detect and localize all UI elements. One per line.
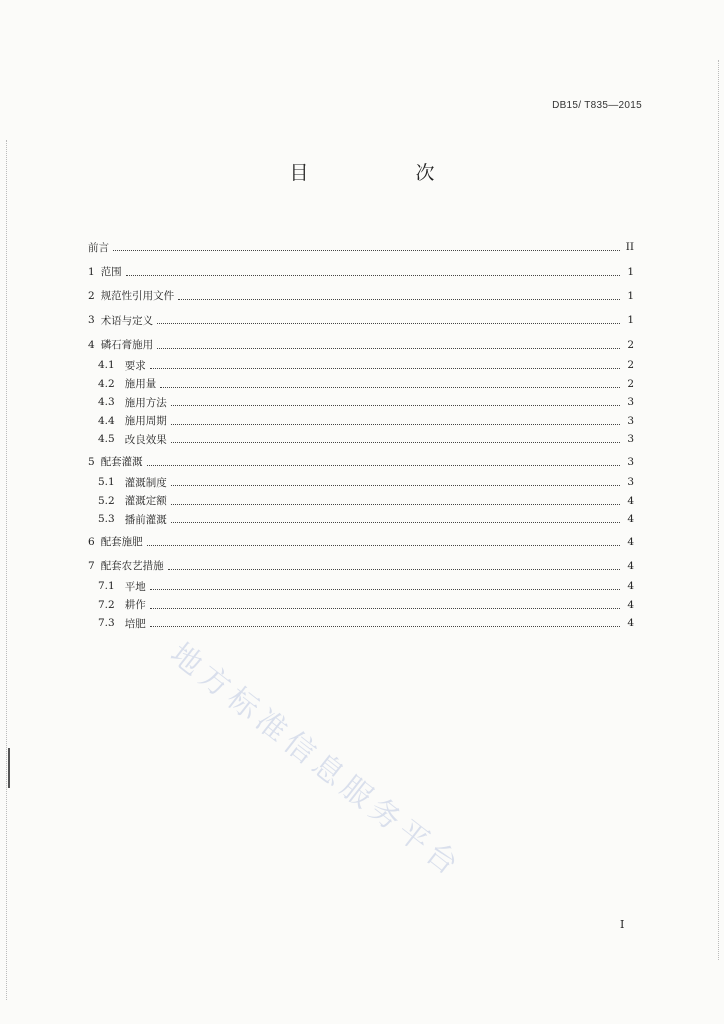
toc-entry-number: 5.2 [98,494,115,507]
toc-entry-number: 5 [88,455,95,468]
toc-leader-dots [147,544,620,546]
toc-entry-number: 7.1 [98,580,115,593]
toc-entry-number: 2 [88,289,95,302]
toc-entry-label: 配套灌溉 [100,456,143,469]
toc-entry-number: 4 [88,338,95,351]
toc-entry-label: 术语与定义 [100,314,154,327]
toc-leader-dots [150,588,620,590]
toc-leader-dots [171,521,620,523]
toc-entry[interactable] [88,374,634,393]
toc-leader-dots [168,568,620,570]
toc-entry-number: 1 [88,265,95,278]
toc-entry-page: 4 [627,580,634,593]
toc-leader-dots [150,607,620,609]
toc-entry-page: 4 [627,513,634,526]
toc-entry-page: 2 [627,338,634,351]
toc-entry-number: 5.1 [98,476,115,489]
toc-entry-number: 4.3 [98,396,115,409]
toc-entry-page: 3 [627,414,634,427]
scan-mark [8,748,10,788]
toc-entry-number: 6 [88,535,95,548]
toc-entry[interactable] [88,473,634,492]
toc-entry-page: 4 [627,494,634,507]
toc-entry[interactable] [88,555,634,577]
toc-entry-label: 磷石膏施用 [100,339,154,352]
toc-leader-dots [126,274,620,276]
toc-leader-dots [171,503,620,505]
toc-entry[interactable] [88,356,634,375]
toc-entry[interactable] [88,596,634,615]
table-of-contents [88,236,634,633]
toc-leader-dots [147,464,620,466]
toc-entry-number: 3 [88,314,95,327]
toc-leader-dots [150,367,620,369]
toc-leader-dots [171,423,620,425]
page-number: I [620,918,625,931]
toc-entry-page: 3 [627,476,634,489]
toc-entry[interactable] [88,411,634,430]
toc-entry-page: 2 [627,359,634,372]
toc-entry[interactable] [88,309,634,331]
toc-entry-label: 培肥 [124,617,146,630]
toc-entry[interactable] [88,260,634,282]
standard-code: DB15/ T835—2015 [552,100,642,111]
toc-entry-number: 7.3 [98,617,115,630]
toc-leader-dots [157,347,620,349]
toc-leader-dots [178,298,620,300]
toc-entry-label: 前言 [88,241,109,254]
toc-entry-label: 配套农艺措施 [100,560,164,573]
toc-entry-label: 改良效果 [124,433,167,446]
toc-leader-dots [171,484,620,486]
toc-title: 目 次 [289,162,479,184]
toc-entry[interactable] [88,614,634,633]
toc-entry-page: 4 [627,559,634,572]
toc-entry[interactable] [88,393,634,412]
scan-edge-left [6,140,8,1000]
toc-entry-label: 灌溉定额 [124,495,167,508]
toc-entry-label: 规范性引用文件 [100,290,175,303]
toc-entry-page: 3 [627,396,634,409]
toc-entry-label: 平地 [124,580,146,593]
toc-entry-label: 施用量 [124,378,157,391]
toc-entry-page: 2 [627,377,634,390]
toc-entry-page: 4 [627,598,634,611]
watermark: 地方标准信息服务平台 [163,636,469,886]
toc-entry-number: 4.4 [98,414,115,427]
toc-leader-dots [157,322,620,324]
toc-leader-dots [150,625,620,627]
toc-entry-number: 5.3 [98,513,115,526]
toc-entry-page: 3 [627,455,634,468]
toc-entry-page: 1 [627,314,634,327]
toc-entry-label: 配套施肥 [100,536,143,549]
toc-entry-label: 耕作 [124,599,146,612]
toc-leader-dots [160,386,620,388]
toc-entry[interactable] [88,491,634,510]
toc-entry-page: 3 [627,433,634,446]
toc-entry-number: 7.2 [98,598,115,611]
toc-entry-number: 4.1 [98,359,115,372]
toc-entry[interactable] [88,285,634,307]
toc-entry-label: 范围 [100,266,122,279]
toc-entry-label: 播前灌溉 [124,513,167,526]
toc-entry-label: 要求 [124,359,146,372]
toc-entry[interactable] [88,530,634,552]
toc-leader-dots [113,249,620,251]
toc-entry[interactable] [88,450,634,472]
toc-entry[interactable] [88,510,634,529]
toc-entry[interactable] [88,577,634,596]
toc-entry-number: 4.5 [98,433,115,446]
toc-entry-label: 施用周期 [124,415,167,428]
scan-edge-right [718,60,720,960]
toc-leader-dots [171,404,620,406]
toc-entry-page: 4 [627,617,634,630]
toc-entry-page: 4 [627,535,634,548]
toc-entry[interactable] [88,430,634,449]
toc-entry-number: 7 [88,559,95,572]
toc-entry-page: 1 [627,289,634,302]
toc-entry[interactable] [88,334,634,356]
toc-entry-page: 1 [627,265,634,278]
toc-entry-number: 4.2 [98,377,115,390]
toc-leader-dots [171,441,620,443]
toc-entry[interactable] [88,236,634,258]
toc-entry-page: II [625,241,634,254]
toc-entry-label: 灌溉制度 [124,476,167,489]
toc-entry-label: 施用方法 [124,396,167,409]
